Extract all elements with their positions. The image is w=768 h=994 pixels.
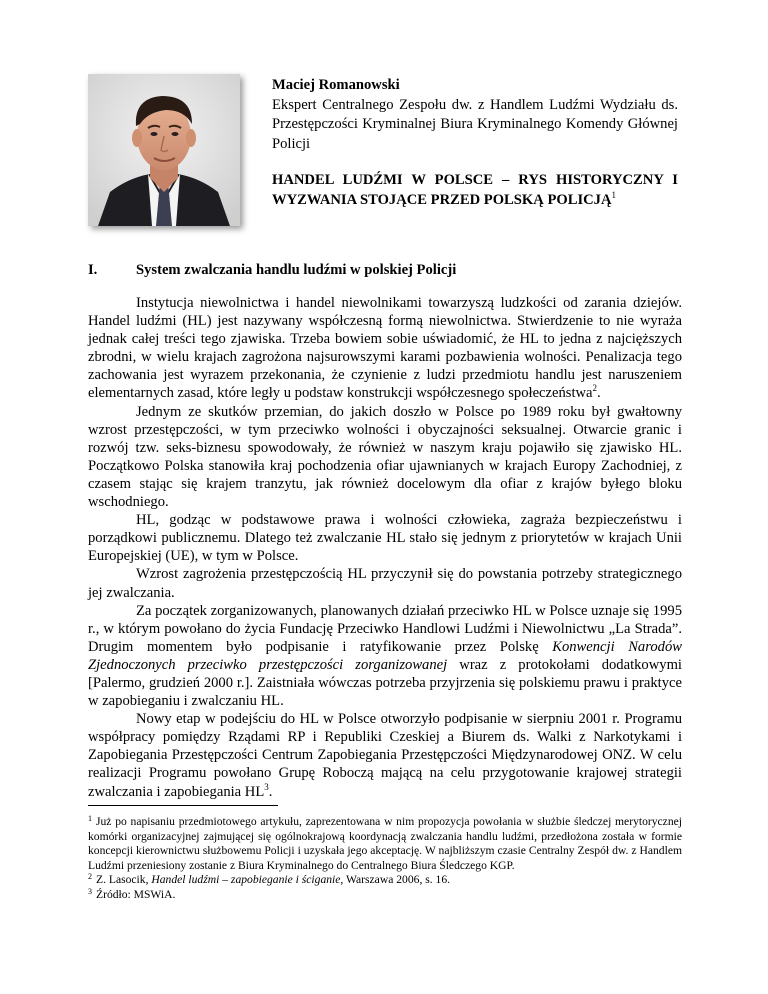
author-affiliation: Ekspert Centralnego Zespołu dw. z Handlem Ludźmi Wydziału ds. Przestępczości Kryminalnej Biura Kryminalnego Komendy Głównej Policji (272, 96, 678, 152)
article-title (272, 171, 678, 210)
article-header (272, 76, 678, 210)
paragraph (88, 294, 682, 403)
footnote-ref-3[interactable]: 3 (264, 781, 269, 792)
section-heading (88, 262, 688, 279)
footnote-text: Już po napisaniu przedmiotowego artykułu, zaprezentowana w nim propozycja powołania w służbie śledczej merytorycznej komórki organizacyjnej zajmującej się ogólnokrajową koordynacją zwalczania handlu ludźmi, przedłożona została w formie koncepcji kierownictwu służbowemu Policji i uzyskała jego akceptację. W najbliższym czasie Centralny Zespół dw. z Handlem Ludźmi przeniesiony zostanie z Biura Kryminalnego do Centralnego Biura Śledczego KGP. (88, 815, 682, 872)
footnote-1 (88, 815, 682, 873)
cited-book-title: Handel ludźmi – zapobieganie i ściganie (151, 873, 341, 887)
paragraph-text-end: . (597, 385, 601, 402)
section-number: I. (88, 262, 98, 278)
paragraph: Jednym ze skutków przemian, do jakich doszło w Polsce po 1989 roku był gwałtowny wzrost przestępczości, w tym przeciwko wolności i obyczajności seksualnej. Otwarcie granic i rozwój tzw. seks-biznesu spowodowały, że również w naszym kraju pojawiło się zjawisko HL. Początkowo Polska stanowiła kraj pochodzenia ofiar ujawnianych w krajach Europy Zachodniej, z czasem stając się krajem tranzytu, jak również docelowym dla ofiar z krajów byłego bloku wschodniego. (88, 403, 682, 511)
convention-title: Konwencji Narodów Zjednoczonych przeciwko przestępczości zorganizowanej (88, 638, 682, 673)
author-photo (88, 74, 240, 226)
footnote-ref-1[interactable]: 1 (611, 189, 616, 200)
footnote-2 (88, 873, 682, 888)
article-body (88, 294, 682, 801)
paragraph: Wzrost zagrożenia przestępczością HL przyczynił się do powstania potrzeby strategicznego jej zwalczania. (88, 566, 682, 601)
footnote-ref-2[interactable]: 2 (592, 383, 598, 394)
footnote-mark: 2 (88, 872, 92, 882)
section-title: System zwalczania handlu ludźmi w polskiej Policji (136, 262, 457, 278)
footnote-3 (88, 888, 682, 903)
paragraph-text-end: . (268, 783, 273, 800)
footnote-text: Źródło: MSWiA. (96, 887, 176, 901)
author-name: Maciej Romanowski (272, 77, 400, 93)
paragraph: HL, godząc w podstawowe prawa i wolności człowieka, zagraża bezpieczeństwu i porządkowi publicznemu. Dlatego też zwalczanie HL stało się jednym z priorytetów w krajach Unii Europejskiej (UE), w tym w Polsce. (88, 512, 682, 565)
paragraph (88, 602, 682, 711)
footnote-text: Z. Lasocik, (96, 873, 152, 887)
footnote-mark: 1 (88, 814, 92, 823)
author-portrait-icon (88, 74, 240, 226)
footnote-text-end: , Warszawa 2006, s. 16. (340, 873, 451, 887)
paragraph-text: Za początek zorganizowanych, planowanych działań przeciwko HL w Polsce uznaje się 1995 r., w którym powołano do życia Fundację Przeciwko Handlowi Ludźmi i Niewolnictwu „La Strada”. Drugim momentem było podpisanie i ratyfikowanie przez Polskę (88, 602, 682, 655)
footnote-mark: 3 (88, 886, 92, 896)
footnotes (88, 815, 682, 903)
paragraph (88, 710, 682, 800)
paragraph-text: Nowy etap w podejściu do HL w Polsce otworzyło podpisanie w sierpniu 2001 r. Programu współpracy pomiędzy Rządami RP i Republiki Czeskiej a Biurem ds. Walki z Narkotykami i Zapobiegania Przestępczości Centrum Zapobiegania Przestępczości Międzynarodowej ONZ. W celu realizacji Programu powołano Grupę Roboczą mającą na celu przygotowanie krajowej strategii zwalczania i zapobiegania HL (88, 711, 682, 800)
footnote-separator (88, 805, 278, 806)
paragraph-text-end: wraz z protokołami dodatkowymi [Palermo, grudzień 2000 r.]. Zaistniała wówczas potrzeba przyjrzenia się polskiemu prawu i praktyce w zapobieganiu i zwalczaniu HL. (88, 656, 682, 710)
paragraph-text: Instytucja niewolnictwa i handel niewolnikami towarzyszą ludzkości od zarania dziejów. Handel ludźmi (HL) jest nazywany współczesną formą niewolnictwa. Stwierdzenie to nie wyraża jednak całej treści tego zjawiska. Trzeba bowiem sobie uświadomić, że HL to jedna z najcięższych zbrodni, w wielu krajach zagrożona najsurowszymi karami pozbawienia wolności. Penalizacja tego zachowania jest wyrazem przekonania, że czynienie z ludzi przedmiotu handlu jest naruszeniem elementarnych zasad, które legły u podstaw konstrukcji współczesnego społeczeństwa (88, 295, 682, 402)
article-title-text: HANDEL LUDŹMI W POLSCE – RYS HISTORYCZNY I WYZWANIA STOJĄCE PRZED POLSKĄ POLICJĄ (272, 172, 678, 208)
